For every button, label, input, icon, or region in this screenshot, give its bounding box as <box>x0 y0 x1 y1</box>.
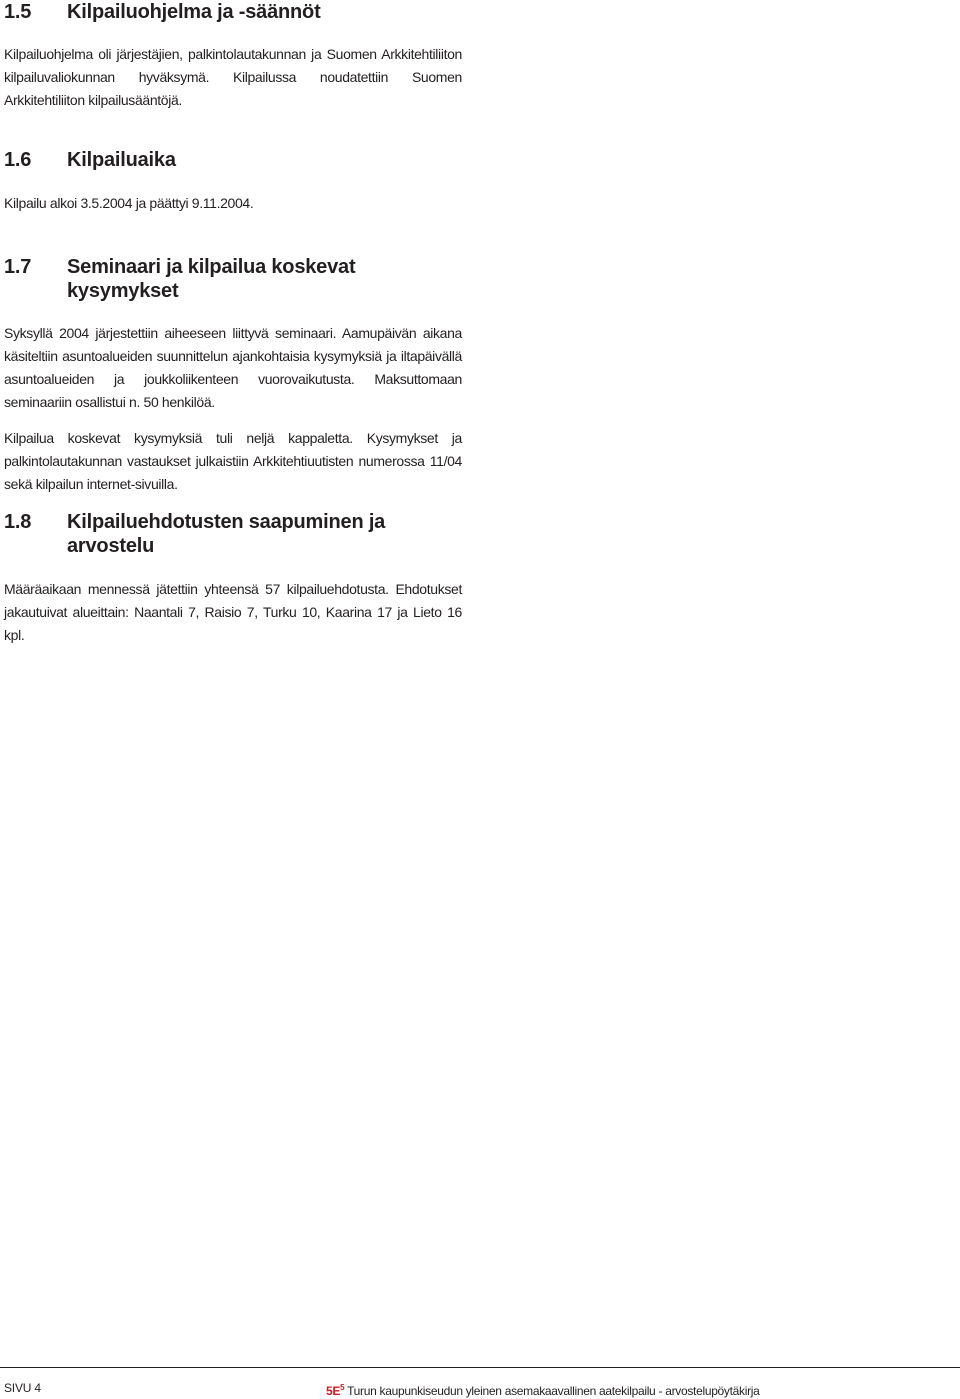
page-number: SIVU 4 <box>4 1381 41 1395</box>
section-number: 1.8 <box>4 511 32 533</box>
section-paragraph: Määräaikaan mennessä jätettiin yhteensä 57 kilpailuehdotusta. Ehdotukset jakautuivat alueittain: Naantali 7, Raisio 7, Turku 10, Kaarina 17 ja Lieto 16 kpl. <box>4 581 462 643</box>
brand-main: 5E <box>326 1384 341 1398</box>
section-title: Seminaari ja kilpailua koskevat kysymykset <box>67 256 356 302</box>
section-1-6 <box>4 148 462 215</box>
section-paragraph: Kilpailuohjelma oli järjestäjien, palkintolautakunnan ja Suomen Arkkitehtiliiton kilpailuvaliokunnan hyväksymä. Kilpailussa noudatettiin Suomen Arkkitehtiliiton kilpailusääntöjä. <box>4 46 462 108</box>
section-paragraph: Kilpailua koskevat kysymyksiä tuli neljä kappaletta. Kysymykset ja palkintolautakunnan vastaukset julkaistiin Arkkitehtiuutisten numerossa 11/04 sekä kilpailun internet-sivuilla. <box>4 430 462 492</box>
section-1-7 <box>4 255 462 496</box>
section-title: Kilpailuohjelma ja -säännöt <box>67 1 321 23</box>
section-heading <box>4 255 462 303</box>
section-title: Kilpailuaika <box>67 149 176 171</box>
footer-title <box>326 1380 760 1399</box>
footer-divider <box>0 1367 960 1368</box>
section-heading <box>4 148 462 172</box>
section-1-5 <box>4 0 462 112</box>
section-1-8 <box>4 510 462 647</box>
brand-sup: 5 <box>340 1383 345 1392</box>
section-number: 1.6 <box>4 149 32 171</box>
section-number: 1.7 <box>4 256 32 278</box>
document-title: Turun kaupunkiseudun yleinen asemakaavallinen aatekilpailu - arvostelupöytäkirja <box>347 1384 760 1398</box>
section-number: 1.5 <box>4 1 32 23</box>
section-title: Kilpailuehdotusten saapuminen ja arvostelu <box>67 511 386 557</box>
section-paragraph: Kilpailu alkoi 3.5.2004 ja päättyi 9.11.2004. <box>4 195 254 211</box>
section-heading <box>4 510 462 558</box>
section-heading <box>4 0 462 24</box>
section-paragraph: Syksyllä 2004 järjestettiin aiheeseen liittyvä seminaari. Aamupäivän aikana käsiteltiin asuntoalueiden suunnittelun ajankohtaisia kysymyksiä ja iltapäivällä asuntoalueiden ja joukkoliikenteen vuorovaikutusta. Maksuttomaan seminaariin osallistui n. 50 henkilöä. <box>4 325 462 410</box>
